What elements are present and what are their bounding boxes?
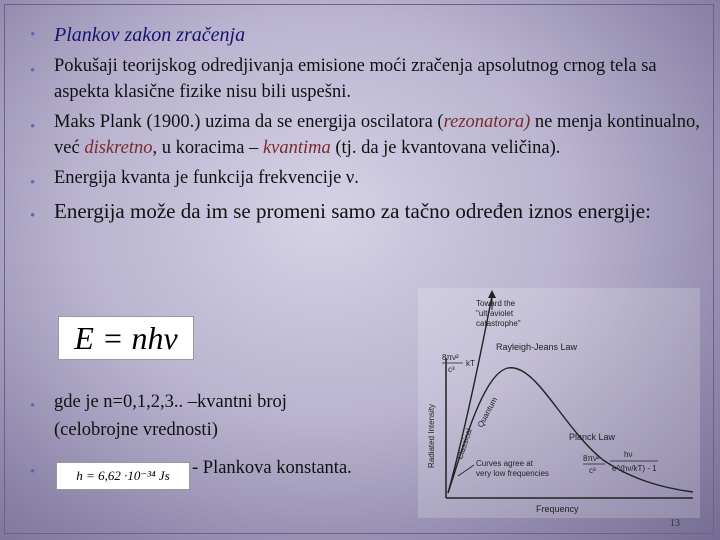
bullet-dot: •: [30, 63, 36, 79]
bullet-list: [30, 24, 710, 225]
planck-formula-den: c³: [589, 466, 596, 475]
rj-law-label: Rayleigh-Jeans Law: [496, 342, 578, 352]
agree-note-1: Curves agree at: [476, 459, 533, 468]
page-number: 13: [670, 518, 680, 529]
bullet-5-line1: gde je n=0,1,2,3.. –kvantni broj: [54, 392, 287, 412]
quantum-curve-label: Quantum: [475, 395, 500, 429]
planck-formula-exp: e^(hν/kT) - 1: [612, 464, 657, 473]
bullet-4-text: Energija može da im se promeni samo za tačno određen iznos energije:: [54, 199, 651, 223]
agree-note-2: very low frequencies: [476, 469, 549, 478]
planck-formula-num: 8πν²: [583, 454, 600, 463]
slide-heading: Plankov zakon zračenja: [54, 24, 246, 46]
bullet-2-before: Maks Plank (1900.) uzima da se energija oscilatora (: [54, 112, 444, 132]
graph-svg: [418, 288, 700, 518]
term-diskretno: diskretno: [84, 138, 153, 158]
classical-curve-label: Classical: [455, 427, 474, 461]
planck-law-label: Planck Law: [569, 432, 616, 442]
energy-formula: E = nhν: [58, 316, 194, 360]
bullet-dot: •: [30, 398, 36, 414]
bullet-5: [30, 388, 430, 444]
bullet-2: [30, 109, 710, 161]
bullet-1: [30, 53, 710, 105]
bullet-2-after: (tj. da je kvantovana veličina).: [330, 138, 561, 158]
bullet-dot: •: [30, 27, 36, 43]
bullet-2-middle-2: , u koracima –: [152, 138, 263, 158]
bullet-2-middle: ne menja kontinualno, već: [54, 112, 700, 158]
bullet-3-text: Energija kvanta je funkcija frekvencije ν.: [54, 168, 359, 188]
bullet-dot: •: [30, 464, 36, 480]
bullet-5-line2: (celobrojne vrednosti): [54, 420, 218, 440]
planck-constant-formula: h = 6,62 ·10⁻³⁴ Js: [56, 462, 190, 490]
bullet-4: [30, 197, 674, 225]
bullet-dot: •: [30, 208, 36, 224]
bullet-dot: •: [30, 119, 36, 135]
top-note-2: "ultraviolet: [476, 309, 514, 318]
term-kvantima: kvantima: [262, 138, 331, 158]
heading-bullet: [30, 24, 710, 47]
planck-constant-label: - Plankova konstanta.: [192, 458, 352, 478]
agree-pointer: [458, 465, 474, 476]
bullet-1-text: Pokušaji teorijskog odredjivanja emisione moći zračenja apsolutnog crnog tela sa aspekta klasične fizike nisu bili uspešni.: [54, 56, 657, 102]
bullet-dot: •: [30, 175, 36, 191]
y-axis-label: Radiated Intensity: [427, 403, 436, 468]
rj-formula-den: c³: [448, 365, 455, 374]
planck-formula-hv: hν: [624, 450, 633, 459]
x-axis-label: Frequency: [536, 504, 579, 514]
rj-formula-kt: kT: [466, 359, 475, 368]
bullet-3: [30, 165, 710, 191]
arrow-head: [488, 290, 496, 298]
top-note-3: catastrophe": [476, 319, 521, 328]
rj-formula-num: 8πν²: [442, 353, 459, 362]
radiation-graph: [418, 288, 700, 518]
term-rezonatora: rezonatora): [443, 112, 531, 132]
top-note-1: Toward the: [476, 299, 516, 308]
